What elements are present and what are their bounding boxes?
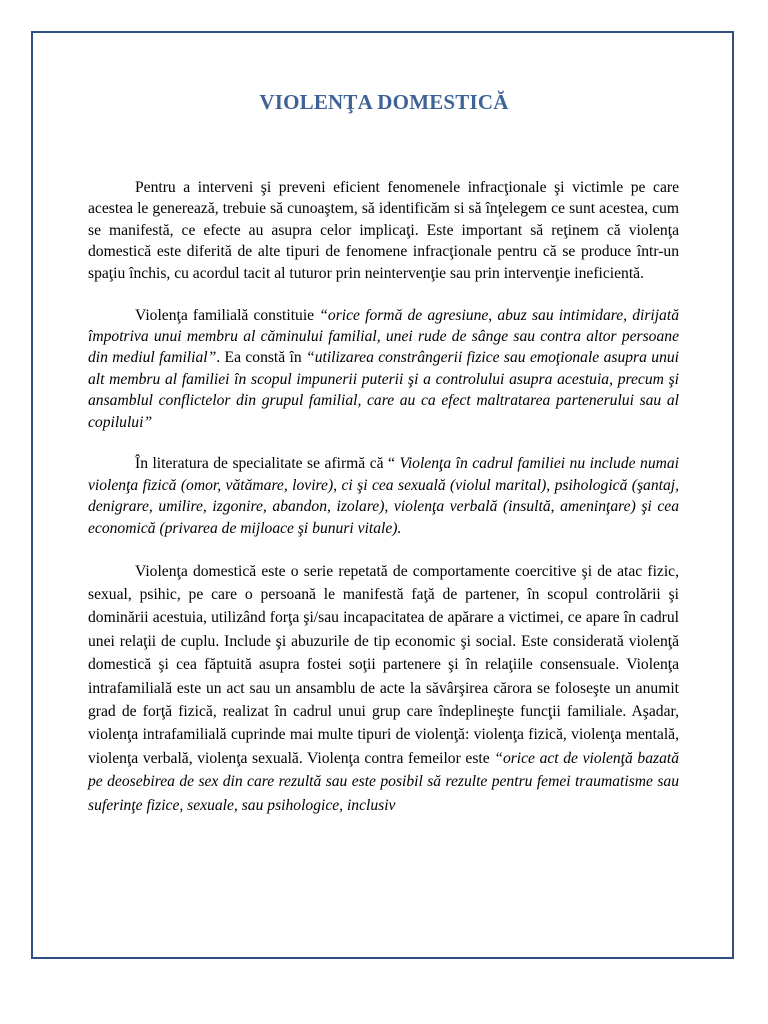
paragraph-2-text: Violenţa familială constituie [135, 306, 320, 324]
paragraph-2-quote-constraint: “utilizarea constrângerii fizice sau emoţionale asupra unui alt membru al familiei în scopul impunerii puterii şi a controlului asupra acestuia, precum şi ansamblul conflictelor din grupul familial, care au ca efect maltratarea partenerului sau al copilului” [88, 349, 679, 431]
document-title: VIOLENŢA DOMESTICĂ [259, 90, 509, 114]
paragraph-2-text: . Ea constă în [216, 349, 307, 367]
paragraph-3-text: În literatura de specialitate se afirmă că “ [135, 455, 400, 473]
paragraph-2 [88, 305, 679, 433]
document-body [88, 177, 679, 838]
paragraph-1-text: Pentru a interveni şi preveni eficient fenomenele infracţionale şi victimle pe care acestea le generează, trebuie să cunoaştem, să identificăm si să înţelegem ce sunt acestea, cum se manifestă, ce efecte au asupra celor implicaţi. Este important să reţinem că violenţa domestică este diferită de alte tipuri de fenomene infracţionale pentru că se produce într-un spaţiu închis, cu acordul tacit al tuturor prin neintervenţie sau prin intervenţie ineficientă. [88, 179, 679, 282]
paragraph-3-quote: Violenţa în cadrul familiei nu include numai violenţa fizică (omor, vătămare, lovire), ci şi cea sexuală (violul marital), psihologică (şantaj, denigrare, umilire, izgonire, abandon, izolare), violenţa verbală (insultă, ameninţare) şi cea economică (privarea de mijloace şi bunuri vitale). [88, 455, 680, 537]
paragraph-2-quote-definition: “orice formă de agresiune, abuz sau intimidare, dirijată împotriva unui membru al căminului familial, unei rude de sânge sau contra altor persoane din mediul familial” [88, 306, 679, 367]
paragraph-1 [88, 177, 679, 284]
paragraph-4 [88, 560, 679, 817]
paragraph-3 [88, 453, 679, 539]
paragraph-4-text: Violenţa domestică este o serie repetată de comportamente coercitive şi de atac fizic, sexual, psihic, pe care o persoană le manifestă faţă de partener, în scopul controlării şi dominării acestuia, utilizând forţa şi/sau incapacitatea de apărare a victimei, ce apare în cadrul unei relaţii de cuplu. Include şi abuzurile de tip economic şi social. Este considerată violenţă domestică şi cea făptuită asupra fostei soţii partenere şi în relaţiile consensuale. Violenţa intrafamilială este un act sau un ansamblu de acte la săvârşirea cărora se foloseşte un anumit grad de forţă fizică, realizat în cadrul unui grup care îndeplineşte funcţii familiale. Aşadar, violenţa intrafamilială cuprinde mai multe tipuri de violenţă: violenţa fizică, violenţa mentală, violenţa verbală, violenţa sexuală. Violenţa contra femeilor este [88, 562, 679, 767]
paragraph-4-quote: “orice act de violenţă bazată pe deosebirea de sex din care rezultă sau este posibil să rezulte pentru femei traumatisme sau suferinţe fizice, sexuale, sau psihologice, inclusiv [88, 749, 679, 814]
